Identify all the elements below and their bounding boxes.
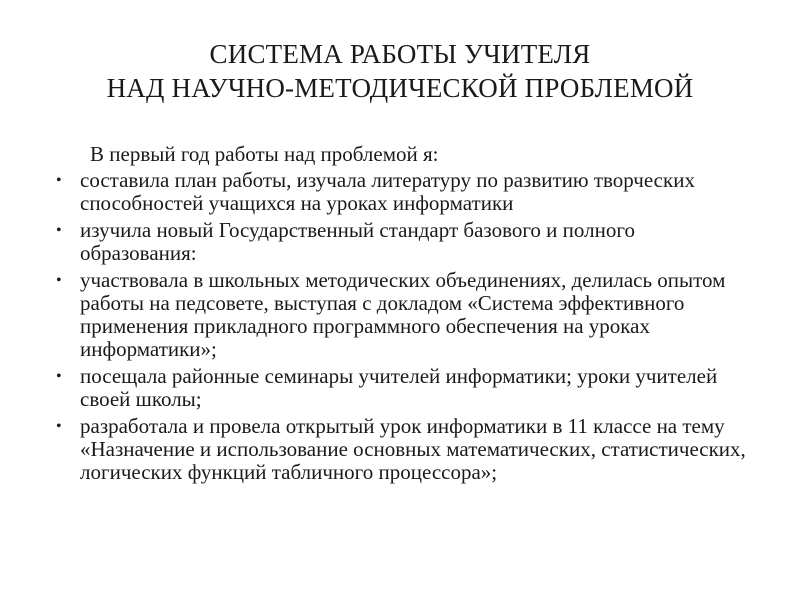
bullet-text: разработала и провела открытый урок информатики в 11 классе на тему «Назначение и использование основных математических, статистических, логических функций табличного процессора»; [80, 414, 746, 484]
bullet-icon: • [56, 368, 62, 385]
bullet-item [56, 169, 756, 215]
slide-title [0, 37, 800, 105]
bullet-icon: • [56, 222, 62, 239]
slide-title-line-2: НАД НАУЧНО-МЕТОДИЧЕСКОЙ ПРОБЛЕМОЙ [106, 73, 694, 103]
bullet-icon: • [56, 418, 62, 435]
bullet-item [56, 415, 756, 484]
slide-body [56, 143, 756, 488]
bullet-item [56, 219, 756, 265]
bullet-text: посещала районные семинары учителей информатики; уроки учителей своей школы; [80, 364, 718, 411]
bullet-text: составила план работы, изучала литературу по развитию творческих способностей учащихся на уроках информатики [80, 168, 695, 215]
intro-text: В первый год работы над проблемой я: [90, 142, 439, 166]
bullet-text: участвовала в школьных методических объединениях, делилась опытом работы на педсовете, выступая с докладом «Система эффективного применения прикладного программного обеспечения на уроках информатики»; [80, 268, 726, 361]
bullet-text: изучила новый Государственный стандарт базового и полного образования: [80, 218, 635, 265]
bullet-item [56, 269, 756, 361]
bullet-item [56, 365, 756, 411]
bullet-icon: • [56, 272, 62, 289]
slide-title-line-1: СИСТЕМА РАБОТЫ УЧИТЕЛЯ [209, 39, 591, 69]
bullet-list [56, 169, 756, 484]
bullet-icon: • [56, 172, 62, 189]
